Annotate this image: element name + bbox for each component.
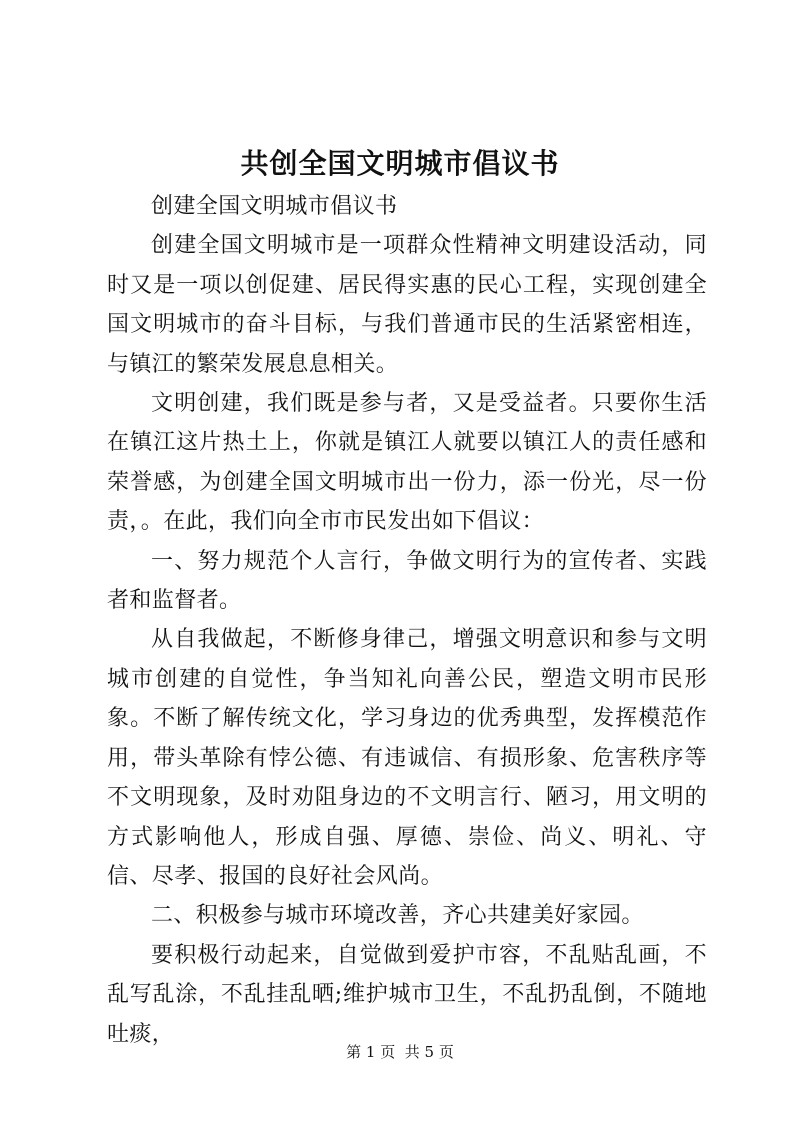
paragraph-section-one: 从自我做起，不断修身律己，增强文明意识和参与文明城市创建的自觉性，争当知礼向善公民，塑造文明市民形象。不断了解传统文化，学习身边的优秀典型，发挥模范作用，带头革除有悖公德、有违诚信、有损形象、危害秩序等不文明现象，及时劝阻身边的不文明言行、陋习，用文明的方式影响他人，形成自强、厚德、崇俭、尚义、明礼、守信、尽孝、报国的良好社会风尚。 (107, 627, 707, 889)
document-title: 共创全国文明城市倡议书 (240, 147, 560, 180)
page-footer: 第 1 页 共 5 页 (346, 1043, 454, 1061)
paragraph-appeal: 文明创建，我们既是参与者，又是受益者。只要你生活在镇江这片热土上，你就是镇江人就要以镇江人的责任感和荣誉感，为创建全国文明城市出一份力，添一份光，尽一份责，。在此，我们向全市市民发出如下倡议： (107, 391, 707, 535)
paragraph-section-two: 要积极行动起来，自觉做到爱护市容，不乱贴乱画，不乱写乱涂，不乱挂乱晒;维护城市卫生，不乱扔乱倒，不随地吐痰， (107, 942, 707, 1047)
document-body (107, 187, 707, 1054)
paragraph-heading-one: 一、努力规范个人言行，争做文明行为的宣传者、实践者和监督者。 (107, 548, 707, 614)
paragraph-intro: 创建全国文明城市是一项群众性精神文明建设活动，同时又是一项以创促建、居民得实惠的民心工程，实现创建全国文明城市的奋斗目标，与我们普通市民的生活紧密相连，与镇江的繁荣发展息息相关。 (107, 233, 707, 377)
paragraph-subtitle: 创建全国文明城市倡议书 (151, 194, 398, 219)
paragraph-heading-two: 二、积极参与城市环境改善，齐心共建美好家园。 (151, 903, 644, 929)
